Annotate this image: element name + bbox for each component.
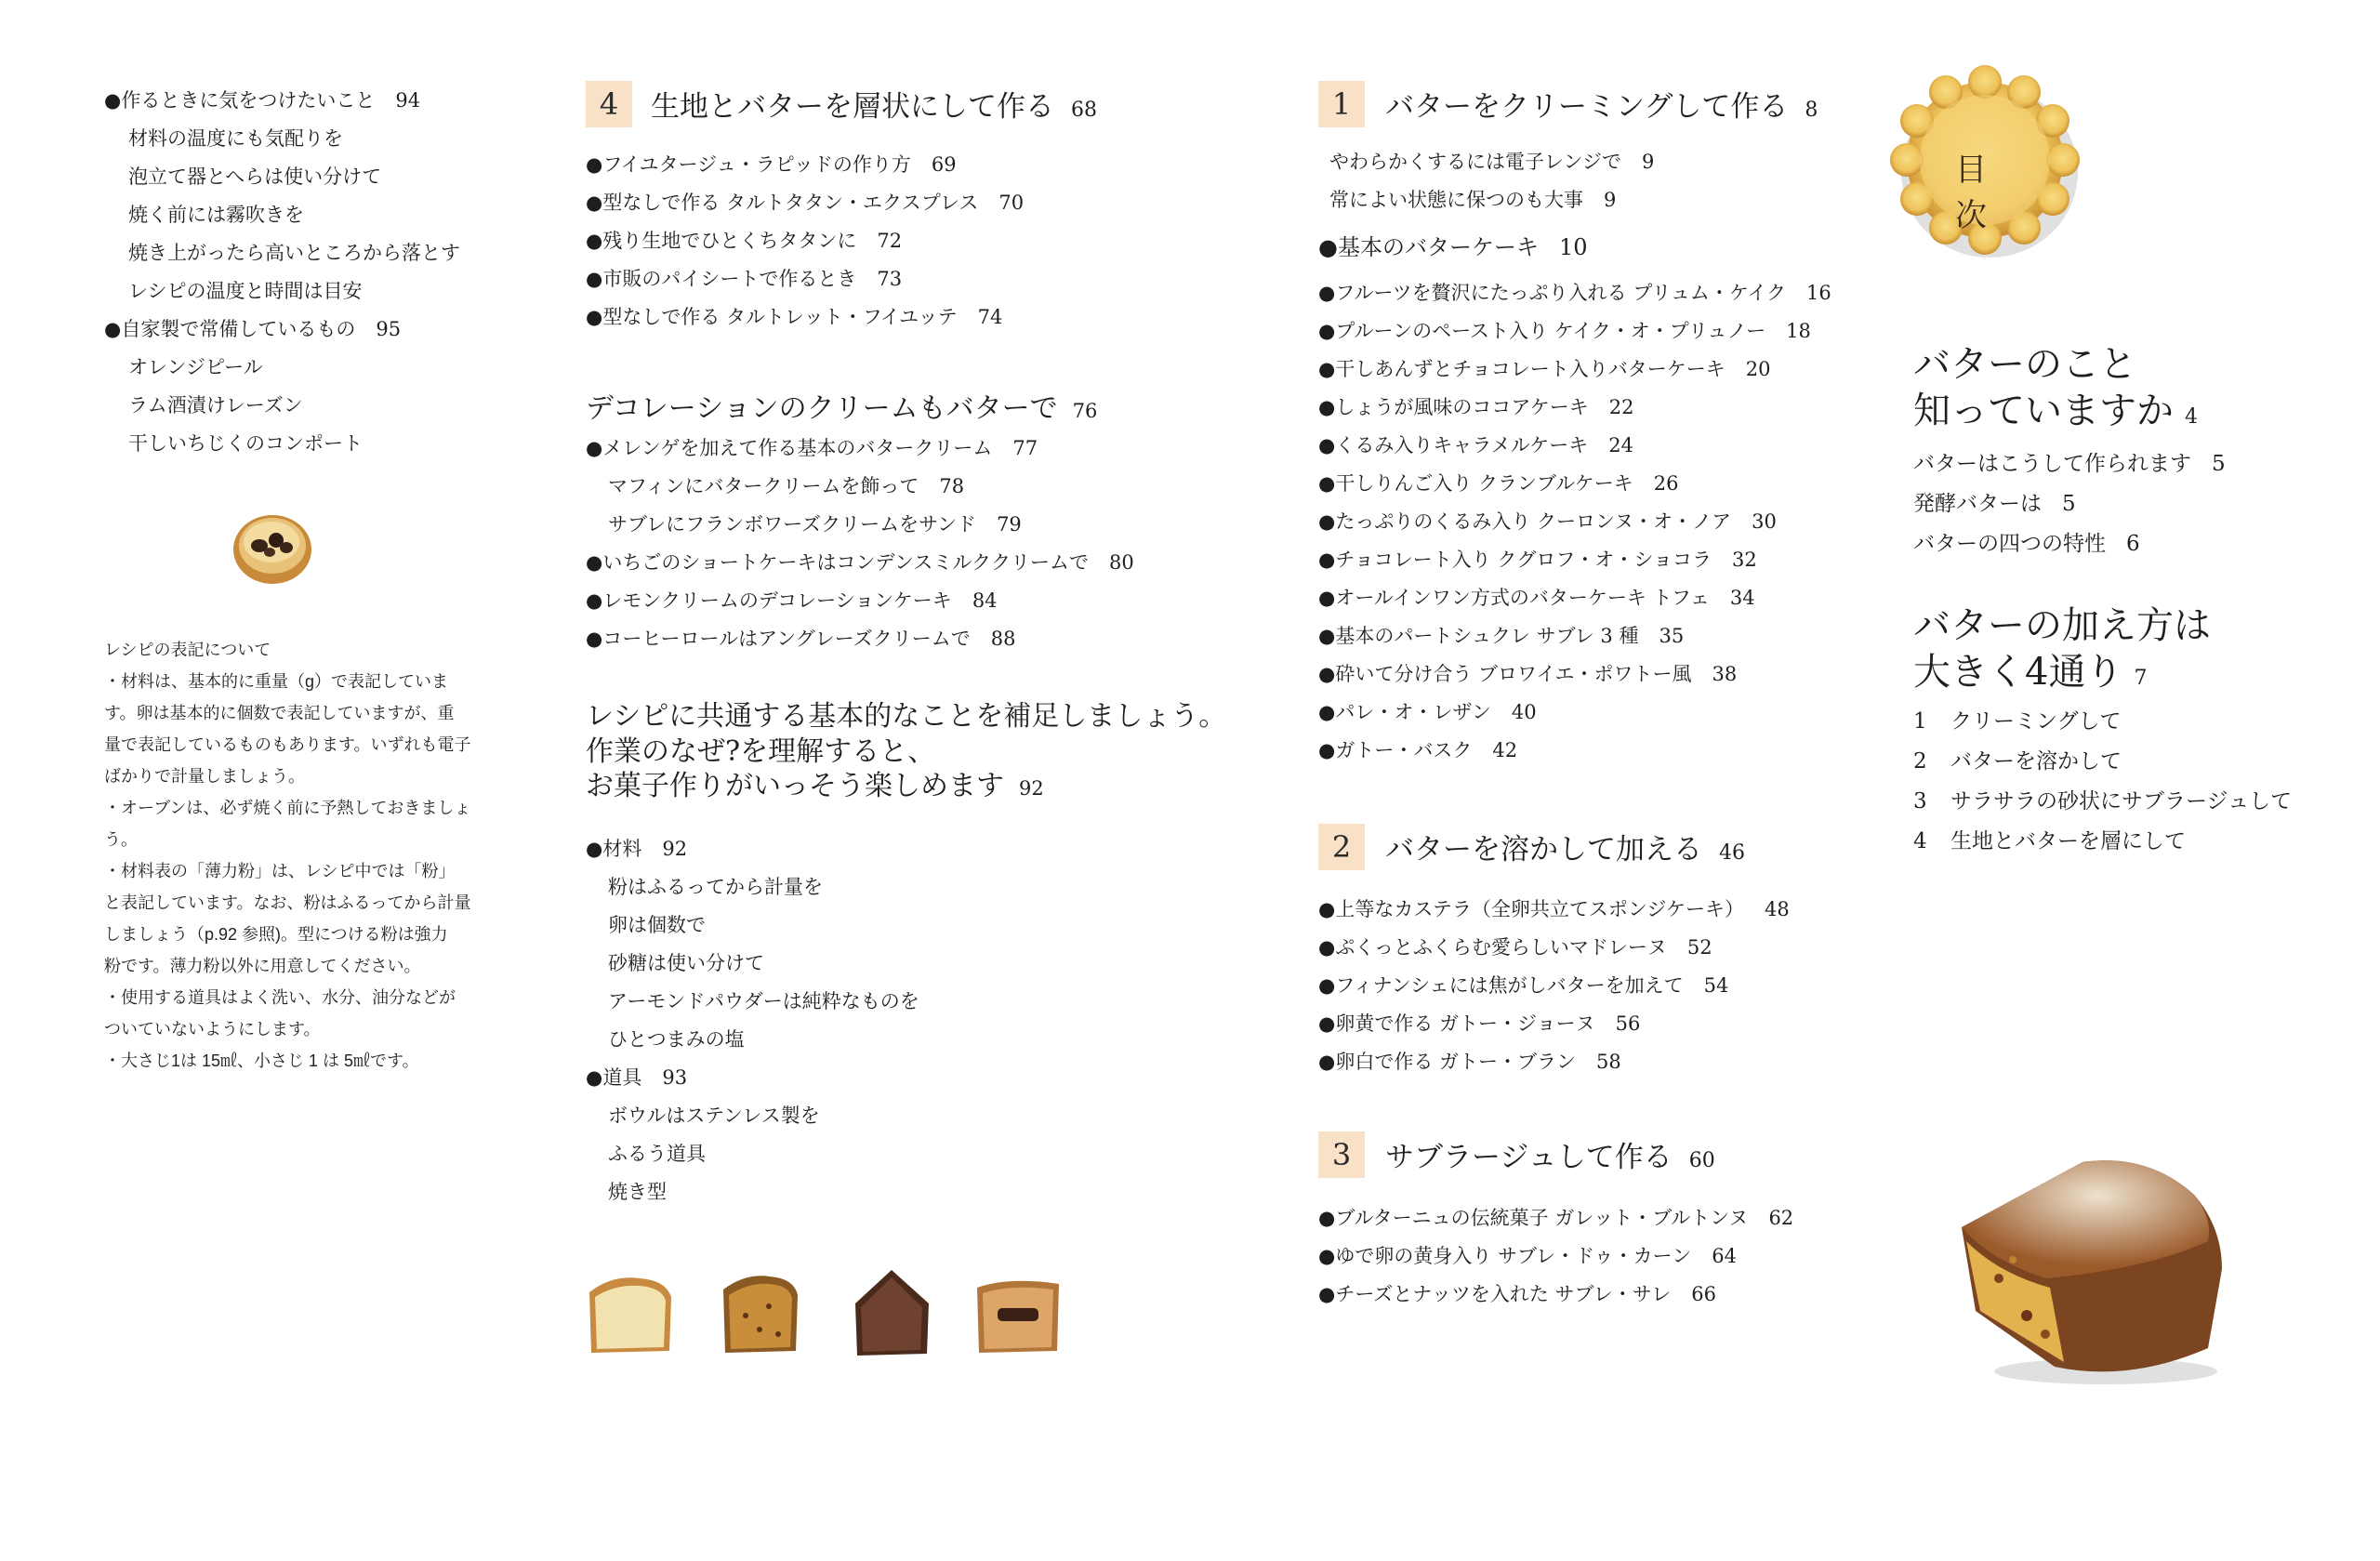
chapter-1-badge: 1: [1318, 81, 1365, 127]
item-text: ●たっぷりのくるみ入り クーロンヌ・オ・ノア: [1318, 510, 1732, 533]
chapter-title-text: バターを溶かして加える: [1385, 833, 1702, 866]
item-text: レシピの温度と時間は目安: [128, 280, 363, 302]
item-text: ●基本のパートシュクレ サブレ 3 種: [1318, 625, 1639, 647]
item-text: ●自家製で常備しているもの: [104, 318, 356, 340]
chapter-title-text: バターをクリーミングして作る: [1385, 90, 1789, 124]
chapter-2-title: [1385, 833, 1745, 866]
item-page: 18: [1786, 320, 1811, 342]
item-text: ●レモンクリームのデコレーションケーキ: [586, 589, 952, 612]
item-text: ●干しあんずとチョコレート入りバターケーキ: [1318, 358, 1726, 380]
chapter-3-title: [1385, 1141, 1715, 1174]
method-text: バターを溶かして: [1950, 749, 2122, 774]
toc-item: [1318, 512, 1777, 532]
item-page: 73: [877, 268, 903, 290]
toc-item: [586, 308, 1002, 327]
cake-slice-plain-image: [584, 1269, 677, 1357]
toc-item: [586, 193, 1024, 213]
item-text: 焼く前には霧吹きを: [128, 204, 304, 226]
item-text: 材料の温度にも気配りを: [128, 127, 343, 150]
method-number: 3: [1913, 789, 1927, 814]
toc-item: [608, 954, 764, 973]
toc-item: [1318, 436, 1633, 456]
item-page: 38: [1712, 663, 1738, 685]
toc-item: [586, 840, 687, 859]
toc-item: [1318, 322, 1811, 341]
method-item: [1913, 751, 2122, 773]
toc-item: [608, 992, 919, 1012]
chapter-4-badge: 4: [586, 81, 632, 127]
item-page: 16: [1805, 282, 1831, 304]
basics-line-3: お菓子作りがいっそう楽しめます: [586, 770, 1004, 802]
note-line: 量で表記しているものもあります。いずれも電子: [104, 735, 471, 754]
item-text: ふるう道具: [608, 1143, 706, 1165]
item-page: 9: [1641, 151, 1655, 173]
toc-item: [608, 1183, 667, 1202]
method-item: [1913, 711, 2122, 733]
toc-item: [1318, 900, 1790, 919]
chapter-4-title: [651, 90, 1097, 124]
method-item: [1913, 831, 2186, 853]
item-page: 22: [1608, 396, 1634, 418]
toc-item: [128, 434, 363, 454]
toc-item: [1318, 1014, 1640, 1034]
item-text: ●道具: [586, 1066, 642, 1089]
toc-item: [1318, 976, 1728, 996]
item-page: 30: [1752, 510, 1777, 533]
item-text: ●チョコレート入り クグロフ・オ・ショコラ: [1318, 549, 1712, 571]
item-page: 5: [2062, 492, 2076, 516]
item-text: ●ガトー・バスク: [1318, 739, 1473, 761]
toc-item: [1318, 589, 1755, 608]
note-line: と表記しています。なお、粉はふるってから計量: [104, 893, 471, 912]
item-page: 56: [1615, 1012, 1641, 1035]
item-page: 80: [1109, 551, 1134, 574]
method-text: サラサラの砂状にサブラージュして: [1950, 789, 2293, 814]
section-page: 4: [2185, 405, 2198, 429]
toc-item: [586, 270, 902, 289]
item-page: 54: [1703, 974, 1729, 997]
item-page: 6: [2126, 532, 2140, 556]
item-page: 66: [1691, 1283, 1717, 1305]
crumble-cake-image: [1943, 1139, 2231, 1390]
recipe-notes: [104, 634, 495, 1077]
raisin-tart-image: [231, 507, 314, 586]
item-text: ●しょうが風味のココアケーキ: [1318, 396, 1589, 418]
item-text: 干しいちじくのコンポート: [128, 432, 363, 455]
note-line: レシピの表記について: [104, 641, 271, 659]
item-text: ●市販のパイシートで作るとき: [586, 268, 857, 290]
item-page: 40: [1511, 701, 1537, 723]
toc-item: [1318, 398, 1633, 417]
item-text: バターはこうして作られます: [1913, 452, 2191, 476]
cake-slice-chocolate-image: [972, 1269, 1064, 1357]
note-line: ・大さじ1は 15㎖、小さじ 1 は 5㎖です。: [104, 1052, 419, 1070]
item-text: ●ブルターニュの伝統菓子 ガレット・ブルトンヌ: [1318, 1207, 1749, 1229]
item-text: 泡立て器とへらは使い分けて: [128, 165, 382, 188]
item-page: 84: [972, 589, 998, 612]
chapter-title-text: サブラージュして作る: [1385, 1141, 1673, 1174]
item-text: 粉はふるってから計量を: [608, 876, 823, 898]
chapter-page: 8: [1805, 99, 1818, 122]
item-page: 93: [662, 1066, 688, 1089]
toc-item: [1318, 474, 1678, 494]
toc-item: [586, 553, 1134, 573]
toc-item: [128, 129, 343, 149]
item-text: ●コーヒーロールはアングレーズクリームで: [586, 628, 971, 650]
mokuji-label: 目次: [1955, 152, 1987, 234]
toc-item: [1318, 360, 1770, 379]
item-text: ●砕いて分け合う ブロワイエ・ポワトー風: [1318, 663, 1692, 685]
method-number: 4: [1913, 829, 1927, 853]
toc-item: [1318, 1209, 1793, 1228]
item-page: 26: [1653, 472, 1679, 495]
toc-item: [608, 878, 823, 897]
cake-slice-cocoa-image: [848, 1266, 936, 1359]
toc-item: [608, 916, 706, 935]
toc-item: [608, 1144, 706, 1164]
item-text: ●干しりんご入り クランブルケーキ: [1318, 472, 1633, 495]
item-text: ●卵黄で作る ガトー・ジョーヌ: [1318, 1012, 1595, 1035]
item-page: 72: [877, 230, 903, 252]
item-page: 64: [1712, 1245, 1737, 1267]
toc-item: [1318, 938, 1712, 958]
method-item: [1913, 791, 2292, 813]
item-text: マフィンにバタークリームを飾って: [608, 475, 919, 497]
section-page: 92: [1019, 777, 1044, 800]
toc-item: [128, 205, 304, 225]
item-text: 常によい状態に保つのも大事: [1329, 189, 1583, 211]
item-text: ●残り生地でひとくちタタンに: [586, 230, 857, 252]
item-text: やわらかくするには電子レンジで: [1329, 151, 1621, 173]
toc-item: [608, 1030, 745, 1050]
item-text: ●基本のバターケーキ: [1318, 234, 1539, 260]
item-page: 70: [998, 192, 1025, 214]
method-text: 生地とバターを層にして: [1950, 829, 2186, 853]
toc-item: [104, 91, 420, 111]
item-text: 卵は個数で: [608, 914, 706, 936]
item-text: ●フイユタージュ・ラピッドの作り方: [586, 153, 911, 176]
item-text: 発酵バターは: [1913, 492, 2042, 516]
butter-section-title: [1913, 341, 2198, 434]
item-text: 焼き型: [608, 1181, 667, 1203]
item-text: ●オールインワン方式のバターケーキ トフェ: [1318, 587, 1710, 609]
chapter-3-badge: 3: [1318, 1131, 1365, 1178]
toc-item: [586, 1068, 687, 1088]
toc-item: [128, 167, 381, 187]
item-page: 48: [1764, 898, 1790, 920]
item-text: サブレにフランボワーズクリームをサンド: [608, 513, 977, 536]
item-page: 92: [662, 838, 688, 860]
basics-line-2: 作業のなぜ?を理解すると、: [586, 734, 936, 768]
item-text: ●ぷくっとふくらむ愛らしいマドレーヌ: [1318, 936, 1667, 959]
item-page: 58: [1596, 1051, 1621, 1073]
toc-item: [608, 515, 1022, 535]
item-page: 32: [1731, 549, 1757, 571]
item-page: 42: [1492, 739, 1518, 761]
item-page: 74: [977, 306, 1003, 328]
item-page: 94: [395, 89, 421, 112]
method-number: 2: [1913, 749, 1927, 774]
toc-item: [1318, 627, 1684, 646]
toc-item: [1318, 1052, 1621, 1072]
basics-line-1: レシピに共通する基本的なことを補足しましょう。: [586, 700, 1227, 733]
item-page: 20: [1745, 358, 1771, 380]
toc-item: [128, 244, 460, 263]
item-page: 62: [1768, 1207, 1794, 1229]
toc-item: [1318, 1285, 1716, 1304]
item-text: アーモンドパウダーは純粋なものを: [608, 990, 919, 1012]
item-text: ひとつまみの塩: [608, 1028, 745, 1051]
toc-item: [128, 282, 362, 301]
note-line: ・オーブンは、必ず焼く前に予熱しておきましょう。: [104, 799, 471, 849]
note-line: ・使用する道具はよく洗い、水分、油分などが: [104, 988, 456, 1007]
item-text: バターの四つの特性: [1913, 532, 2106, 556]
methods-title-line-2: 大きく4通り: [1913, 651, 2123, 694]
toc-item: [128, 396, 303, 416]
item-page: 78: [939, 475, 965, 497]
note-line: す。卵は基本的に個数で表記していますが、重: [104, 704, 455, 722]
toc-item: [1329, 191, 1616, 210]
item-page: 79: [997, 513, 1022, 536]
item-text: ●パレ・オ・レザン: [1318, 701, 1491, 723]
section-page: 7: [2134, 667, 2148, 690]
item-text: ●ゆで卵の黄身入り サブレ・ドゥ・カーン: [1318, 1245, 1692, 1267]
item-text: 焼き上がったら高いところから落とす: [128, 242, 460, 264]
method-number: 1: [1913, 709, 1927, 734]
item-page: 10: [1558, 234, 1588, 260]
methods-title-line-1: バターの加え方は: [1913, 604, 2211, 647]
deco-section-title: [586, 392, 1098, 425]
toc-item: [586, 439, 1038, 458]
item-text: ●フィナンシェには焦がしバターを加えて: [1318, 974, 1684, 997]
item-text: ●卵白で作る ガトー・ブラン: [1318, 1051, 1576, 1073]
item-text: ●チーズとナッツを入れた サブレ・サレ: [1318, 1283, 1672, 1305]
toc-item: [1318, 550, 1757, 570]
toc-item: [1318, 741, 1517, 761]
item-text: ●型なしで作る タルトレット・フイユッテ: [586, 306, 958, 328]
toc-item: [608, 1106, 820, 1126]
item-page: 95: [376, 318, 402, 340]
item-text: ラム酒漬けレーズン: [128, 394, 303, 417]
toc-item: [1318, 284, 1831, 303]
toc-item: [1913, 454, 2226, 475]
ch1-head-item: [1318, 236, 1588, 258]
section-title-text: デコレーションのクリームもバターで: [586, 392, 1058, 425]
item-page: 88: [990, 628, 1016, 650]
item-text: ●いちごのショートケーキはコンデンスミルククリームで: [586, 551, 1090, 574]
toc-item: [586, 155, 957, 175]
toc-item: [586, 232, 902, 251]
chapter-title-text: 生地とバターを層状にして作る: [651, 90, 1054, 124]
method-text: クリーミングして: [1950, 709, 2122, 734]
basics-section-title: [586, 699, 1226, 804]
toc-item: [1318, 1247, 1737, 1266]
toc-item: [128, 358, 263, 377]
item-text: ●上等なカステラ（全卵共立てスポンジケーキ）: [1318, 898, 1744, 920]
toc-item: [586, 591, 998, 611]
note-line: ・材料は、基本的に重量（g）で表記していま: [104, 672, 449, 691]
item-text: オレンジピール: [128, 356, 263, 378]
section-page: 76: [1072, 400, 1098, 422]
butter-title-line-1: バターのこと: [1913, 343, 2136, 386]
toc-item: [1913, 534, 2140, 555]
note-line: ばかりで計量しましょう。: [104, 767, 305, 786]
item-text: ボウルはステンレス製を: [608, 1105, 820, 1127]
butter-title-line-2: 知っていますか: [1913, 390, 2174, 432]
toc-item: [1329, 152, 1654, 172]
chapter-page: 68: [1071, 99, 1097, 122]
item-text: ●材料: [586, 838, 642, 860]
item-page: 9: [1604, 189, 1617, 211]
toc-item: [104, 320, 401, 339]
item-page: 34: [1729, 587, 1755, 609]
note-line: ついていないようにします。: [104, 1020, 321, 1038]
cake-slice-fruit-image: [718, 1269, 801, 1357]
item-text: ●型なしで作る タルトタタン・エクスプレス: [586, 192, 979, 214]
methods-section-title: [1913, 602, 2211, 695]
item-page: 77: [1012, 437, 1038, 459]
item-text: ●くるみ入りキャラメルケーキ: [1318, 434, 1589, 456]
note-line: 粉です。薄力粉以外に用意してください。: [104, 957, 421, 975]
item-text: ●作るときに気をつけたいこと: [104, 89, 376, 112]
chapter-page: 46: [1719, 841, 1745, 865]
item-page: 5: [2212, 452, 2226, 476]
item-page: 24: [1608, 434, 1634, 456]
toc-item: [1318, 665, 1737, 684]
item-page: 69: [931, 153, 957, 176]
chapter-page: 60: [1688, 1149, 1715, 1172]
item-text: ●メレンゲを加えて作る基本のバタークリーム: [586, 437, 993, 459]
item-text: 砂糖は使い分けて: [608, 952, 764, 974]
item-page: 35: [1659, 625, 1685, 647]
toc-item: [1913, 494, 2076, 515]
toc-item: [586, 629, 1016, 649]
item-text: ●フルーツを贅沢にたっぷり入れる プリュム・ケイク: [1318, 282, 1786, 304]
item-page: 52: [1686, 936, 1712, 959]
toc-item: [1318, 703, 1537, 722]
note-line: ・材料表の「薄力粉」は、レシピ中では「粉」: [104, 862, 456, 880]
chapter-2-badge: 2: [1318, 824, 1365, 870]
item-text: ●プルーンのペースト入り ケイク・オ・プリュノー: [1318, 320, 1766, 342]
toc-item: [608, 477, 964, 496]
note-line: しましょう（p.92 参照)。型につける粉は強力: [104, 925, 448, 944]
chapter-1-title: [1385, 90, 1818, 124]
